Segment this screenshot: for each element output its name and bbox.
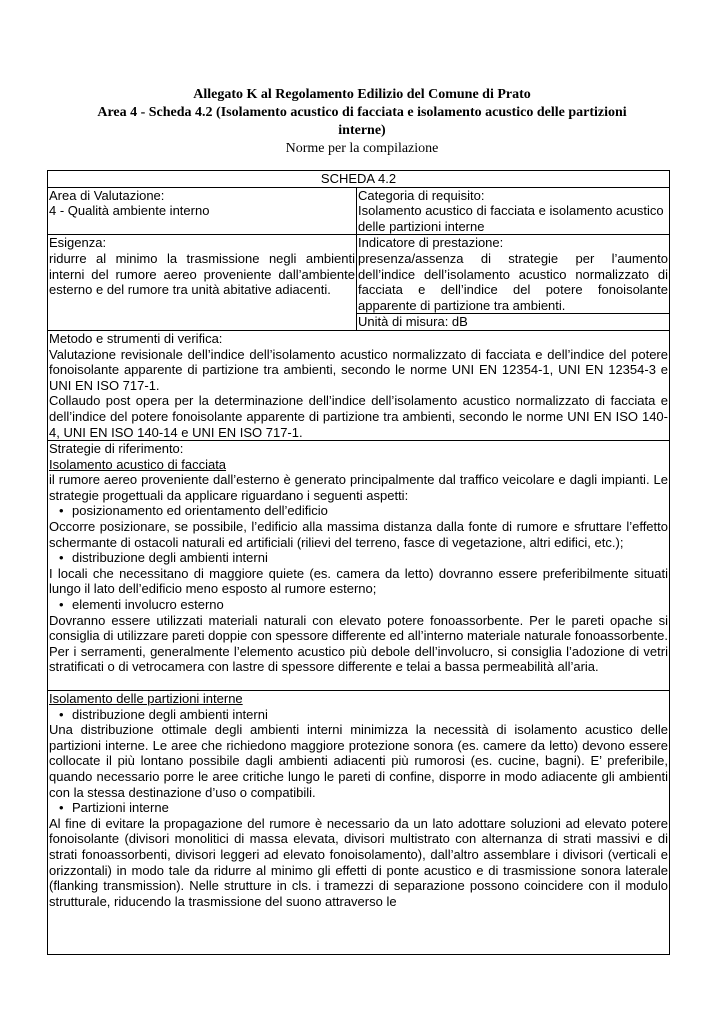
metodo-label: Metodo e strumenti di verifica: xyxy=(49,330,223,346)
metodo-paragraph-1: Valutazione revisionale dell’indice dell’isolamento acustico normalizzato di facciata e dell’indice del potere fonoisolante apparente di partizione tra ambienti, secondo le norme UNI EN 12354-1, UNI EN 12354-3 e UNI EN ISO 717-1. xyxy=(49,346,668,393)
bullet-posizionamento: • posizionamento ed orientamento dell’edificio xyxy=(49,503,668,519)
facciata-intro: il rumore aereo proveniente dall’esterno è generato principalmente dal traffico veicolare e dagli impianti. Le strategie progettuali da applicare riguardano i seguenti aspetti: xyxy=(49,472,668,503)
bullet-involucro: • elementi involucro esterno xyxy=(49,597,668,613)
area-value: 4 - Qualità ambiente interno xyxy=(49,203,210,219)
categoria-value: Isolamento acustico di facciata e isolamento acustico delle partizioni interne xyxy=(358,203,664,234)
esigenza-cell xyxy=(48,235,357,331)
categoria-cell xyxy=(357,187,670,235)
esigenza-value: ridurre al minimo la trasmissione negli ambienti interni del rumore aereo proveniente dall’ambiente esterno e del rumore tra unità abitative adiacenti. xyxy=(49,250,355,298)
header-line-1: Allegato K al Regolamento Edilizio del Comune di Prato xyxy=(193,87,531,102)
categoria-label: Categoria di requisito: xyxy=(358,187,485,203)
header-subtitle: Norme per la compilazione xyxy=(285,141,439,156)
bullet-distribuzione-interni: • distribuzione degli ambienti interni xyxy=(49,707,668,723)
bullet-distribuzione-text: I locali che necessitano di maggiore quiete (es. camera da letto) dovranno essere preferibilmente situati lungo il lato dell’edificio meno esposto al rumore esterno; xyxy=(49,565,668,597)
bullet-distribuzione: • distribuzione degli ambienti interni xyxy=(49,550,668,566)
strategie-cell xyxy=(48,441,670,691)
unita-cell: Unità di misura: dB xyxy=(357,314,670,331)
facciata-heading: Isolamento acustico di facciata xyxy=(49,456,227,472)
strategie-label: Strategie di riferimento: xyxy=(49,441,184,457)
partizioni-cell xyxy=(48,691,670,955)
bullet-partizioni: • Partizioni interne xyxy=(49,800,668,816)
bullet-distribuzione-interni-text: Una distribuzione ottimale degli ambienti interni minimizza la necessità di isolamento acustico delle partizioni interne. Le aree che richiedono maggiore protezione sonora (es. camere da letto) devono essere collocate il più lontano possibile dagli ambienti adiacenti più rumorosi (es. cucine, bagni). E’ preferibile, quando necessario porre le aree critiche lungo le pareti di confine, disporre in modo adiacente gli ambienti con la stessa destinazione d’uso o compatibili. xyxy=(49,722,668,800)
bullet-involucro-text: Dovranno essere utilizzati materiali naturali con elevato potere fonoassorbente. Per le pareti opache si consiglia di utilizzare pareti doppie con spessore differente ed all’interno materiale naturale fonoassorbente. Per i serramenti, generalmente l’elemento acustico più debole dell’involucro, si consiglia l’adozione di vetri stratificati o di vetrocamera con lastre di spessore differente e telai a bassa permeabilità all’aria. xyxy=(49,612,668,675)
esigenza-label: Esigenza: xyxy=(49,235,107,251)
scheda-table xyxy=(47,170,670,955)
area-label: Area di Valutazione: xyxy=(49,187,165,203)
header-line-2: Area 4 - Scheda 4.2 (Isolamento acustico di facciata e isolamento acustico delle partizioni xyxy=(97,105,627,120)
indicatore-value: presenza/assenza di strategie per l’aumento dell’indice dell’isolamento acustico normalizzato di facciata e dell’indice del potere fonoisolante apparente di partizione tra ambienti. xyxy=(358,250,668,313)
metodo-cell xyxy=(48,330,670,440)
document-header xyxy=(48,86,676,158)
header-line-3: interne) xyxy=(338,123,386,138)
metodo-paragraph-2: Collaudo post opera per la determinazione dell’indice dell’isolamento acustico normalizzato di facciata e dell’indice del potere fonoisolante apparente di partizione tra ambienti, secondo le norme UNI EN ISO 140-4, UNI EN ISO 140-14 e UNI EN ISO 717-1. xyxy=(49,393,668,440)
area-cell xyxy=(48,187,357,235)
scheda-table-container xyxy=(47,170,669,955)
bullet-partizioni-text: Al fine di evitare la propagazione del rumore è necessario da un lato adottare soluzioni ad elevato potere fonoisolante (divisori monolitici di massa elevata, divisori multistrato con alternanza di strati massivi e di strati fonoassorbenti, divisori leggeri ad elevato fonoisolamento), dall’altro assemblare i divisori (verticali e orizzontali) in modo tale da ridurre al minimo gli effetti di ponte acustico e di trasmissione sonora laterale (flanking transmission). Nelle strutture in cls. i tramezzi di separazione possono coincidere con il modulo strutturale, riducendo la trasmissione del suono attraverso le xyxy=(49,815,668,909)
partizioni-heading: Isolamento delle partizioni interne xyxy=(49,691,243,706)
partizioni-content xyxy=(49,691,668,954)
indicatore-label: Indicatore di prestazione: xyxy=(358,235,504,251)
scheda-title: SCHEDA 4.2 xyxy=(48,171,670,188)
indicatore-cell xyxy=(357,235,670,314)
bullet-posizionamento-text: Occorre posizionare, se possibile, l’edificio alla massima distanza dalla fonte di rumore e sfruttare l’effetto schermante di ostacoli naturali ed artificiali (rilievi del terreno, fasce di vegetazione, altri edifici, etc.); xyxy=(49,519,668,550)
spacer xyxy=(49,675,668,690)
